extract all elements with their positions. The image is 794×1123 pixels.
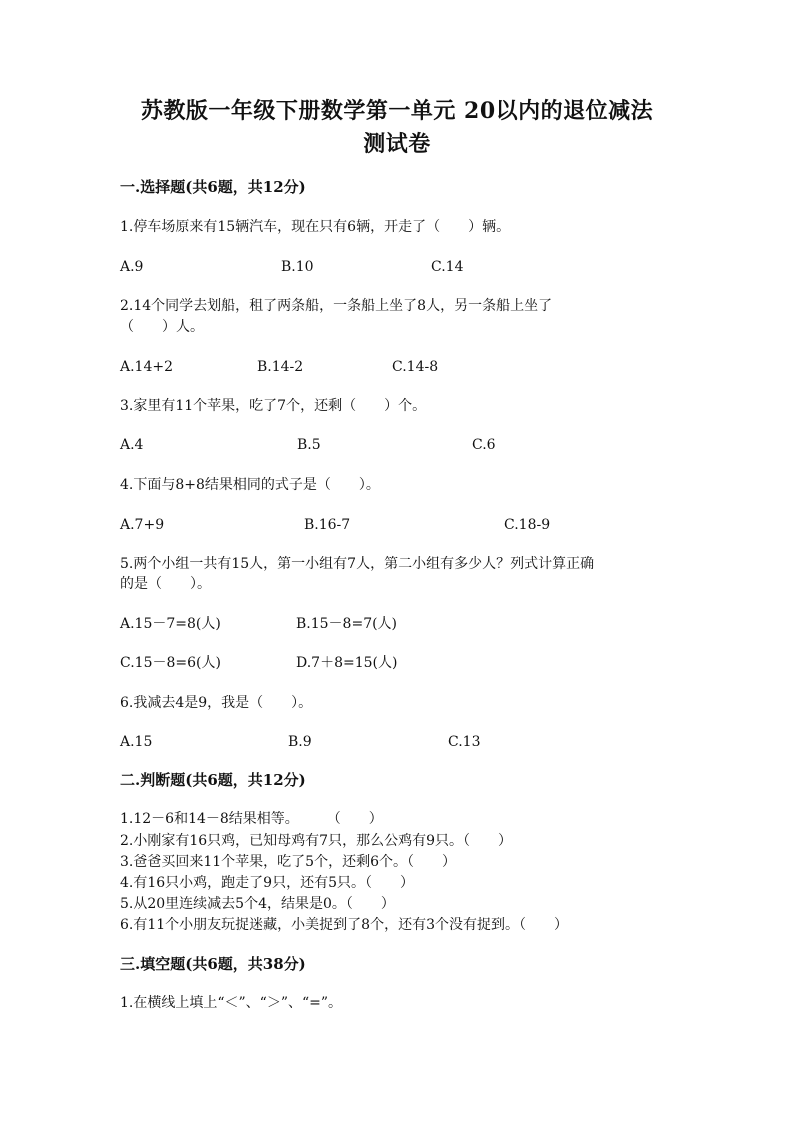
question-4-stem: 4.下面与8+8结果相同的式子是（ ）。 [120, 477, 380, 493]
question-1-stem: 1.停车场原来有15辆汽车，现在只有6辆，开走了（ ）辆。 [120, 219, 511, 235]
question-2-stem-line2: （ ）人。 [120, 319, 204, 335]
question-3-option-c: C.6 [472, 437, 496, 453]
question-5-option-d: D.7＋8=15(人) [296, 655, 398, 671]
question-6-option-b: B.9 [288, 734, 312, 750]
question-6-option-c: C.13 [448, 734, 481, 750]
fill-in-item-1: 1.在横线上填上“＜”、“＞”、“=”。 [120, 995, 343, 1011]
question-6-stem: 6.我减去4是9，我是（ ）。 [120, 695, 313, 711]
section-heading-choice: 一.选择题(共6题，共12分) [120, 178, 306, 196]
question-6-option-a: A.15 [120, 734, 153, 750]
page-title: 苏教版一年级下册数学第一单元 20以内的退位减法 [140, 98, 654, 124]
question-2-option-a: A.14+2 [120, 359, 174, 375]
section-heading-judgment: 二.判断题(共6题，共12分) [120, 771, 306, 789]
judgment-item-3: 3.爸爸买回来11个苹果，吃了5个，还剩6个。（ ） [120, 854, 456, 870]
question-4-option-c: C.18-9 [504, 517, 551, 533]
question-4-option-b: B.16-7 [304, 517, 351, 533]
question-5-option-b: B.15－8=7(人) [296, 616, 398, 632]
question-2-stem: 2.14个同学去划船，租了两条船，一条船上坐了8人，另一条船上坐了 [120, 298, 553, 314]
question-3-stem: 3.家里有11个苹果，吃了7个，还剩（ ）个。 [120, 398, 427, 414]
judgment-item-1: 1.12－6和14－8结果相等。 （ ） [120, 811, 383, 827]
judgment-item-6: 6.有11个小朋友玩捉迷藏，小美捉到了8个，还有3个没有捉到。（ ） [120, 917, 568, 933]
question-1-option-a: A.9 [120, 259, 144, 275]
question-5-stem-line2: 的是（ ）。 [120, 576, 211, 592]
question-2-option-c: C.14-8 [392, 359, 439, 375]
judgment-item-2: 2.小刚家有16只鸡，已知母鸡有7只，那么公鸡有9只。（ ） [120, 833, 512, 849]
page-subtitle: 测试卷 [363, 131, 431, 157]
question-3-option-b: B.5 [297, 437, 321, 453]
question-5-option-c: C.15－8=6(人) [120, 655, 221, 671]
question-1-option-b: B.10 [281, 259, 314, 275]
section-heading-fill-in: 三.填空题(共6题，共38分) [120, 955, 306, 973]
question-5-option-a: A.15－7=8(人) [120, 616, 221, 632]
judgment-item-4: 4.有16只小鸡，跑走了9只，还有5只。（ ） [120, 875, 414, 891]
question-2-option-b: B.14-2 [257, 359, 304, 375]
question-3-option-a: A.4 [120, 437, 144, 453]
question-1-option-c: C.14 [431, 259, 464, 275]
question-5-stem: 5.两个小组一共有15人，第一小组有7人，第二小组有多少人？列式计算正确 [120, 556, 595, 572]
question-4-option-a: A.7+9 [120, 517, 165, 533]
judgment-item-5: 5.从20里连续减去5个4，结果是0。（ ） [120, 896, 395, 912]
